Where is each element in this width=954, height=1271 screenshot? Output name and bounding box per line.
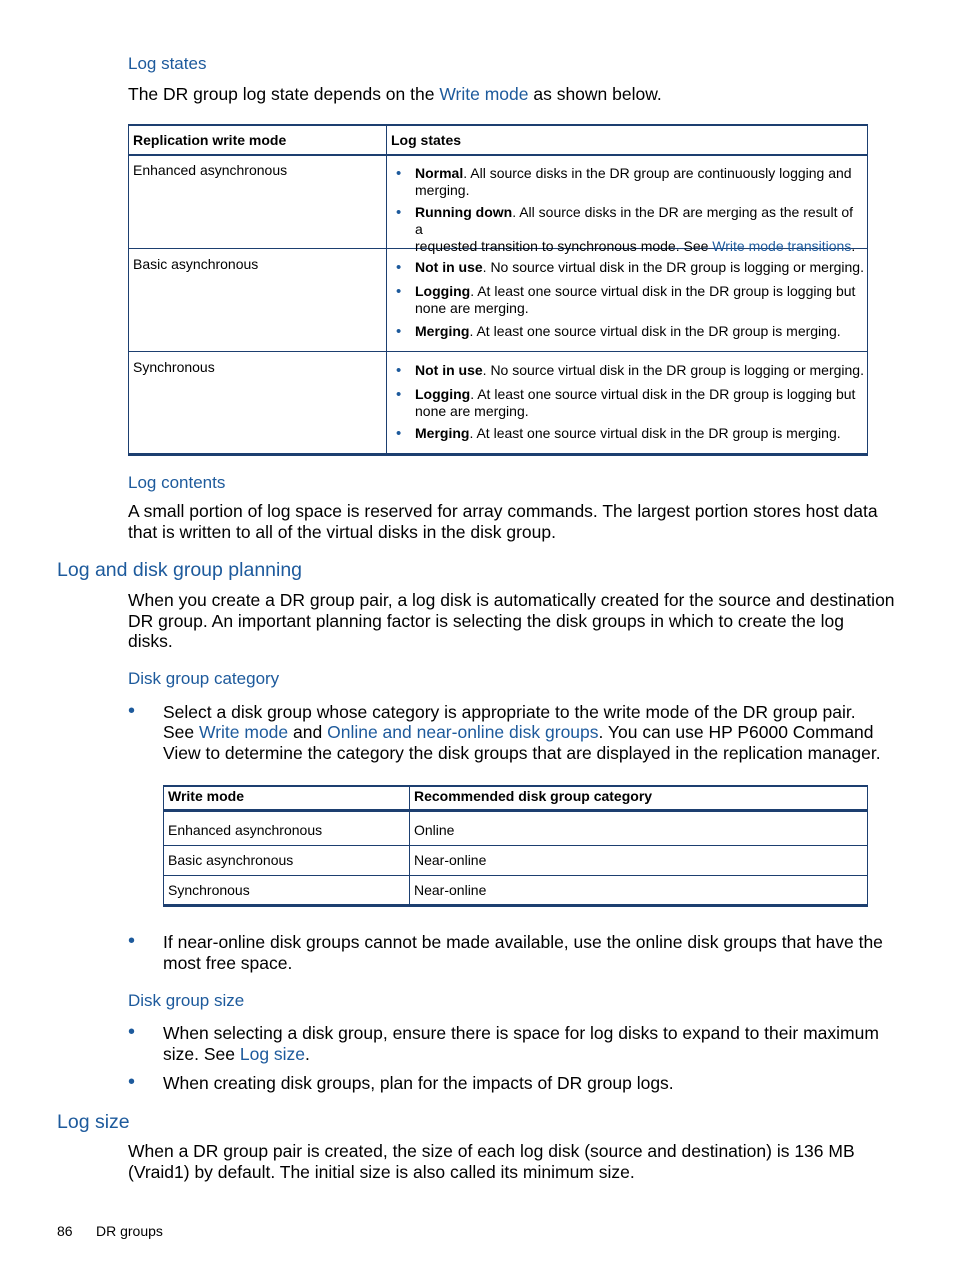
list-item: • Logging. At least one source virtual disk in the DR group is logging but none are merging.	[391, 283, 866, 317]
log-size-line2: (Vraid1) by default. The initial size is also called its minimum size.	[128, 1162, 635, 1182]
log-contents-line2: that is written to all of the virtual disks in the disk group.	[128, 522, 556, 542]
size-bullet2: When creating disk groups, plan for the impacts of DR group logs.	[163, 1073, 674, 1093]
list-item: • Normal. All source disks in the DR group are continuously logging and merging.	[391, 165, 861, 199]
category-bullet2-line2: most free space.	[163, 953, 293, 973]
table-row: Basic asynchronous	[168, 852, 294, 868]
table-cell: Near-online	[414, 852, 487, 868]
table1-row2-states	[391, 259, 866, 340]
table1-row2-mode: Basic asynchronous	[133, 256, 259, 272]
table-row: Enhanced asynchronous	[168, 822, 323, 838]
log-states-intro	[128, 84, 662, 105]
log-states-heading: Log states	[128, 54, 207, 73]
table1-row1-mode: Enhanced asynchronous	[133, 162, 288, 178]
category-heading: Disk group category	[128, 669, 280, 688]
intro-text-end: as shown below.	[528, 84, 662, 104]
bullet-icon: •	[128, 1071, 136, 1093]
planning-heading: Log and disk group planning	[57, 559, 303, 581]
category-bullet1-line2: See Write mode and Online and near-online disk groups. You can use HP P6000 Command	[163, 722, 874, 742]
bullet-icon: •	[128, 1021, 136, 1043]
log-states-table	[128, 124, 868, 455]
category-bullet1-line3: View to determine the category the disk groups that are displayed in the replication manager.	[163, 743, 881, 763]
planning-line1: When you create a DR group pair, a log disk is automatically created for the source and destination	[128, 590, 895, 610]
bullet-icon: •	[128, 930, 136, 952]
category-bullet1-line1: Select a disk group whose category is appropriate to the write mode of the DR group pair.	[163, 702, 856, 722]
table1-row3-mode: Synchronous	[133, 359, 215, 375]
intro-text-start: The DR group log state depends on the	[128, 84, 440, 104]
list-item: • Merging. At least one source virtual disk in the DR group is merging.	[391, 323, 866, 340]
planning-line3: disks.	[128, 631, 173, 651]
log-size-heading: Log size	[57, 1111, 130, 1133]
write-mode-link-2[interactable]: Write mode	[199, 722, 289, 742]
table1-header-states: Log states	[391, 132, 462, 148]
log-contents-line1: A small portion of log space is reserved for array commands. The largest portion stores host data	[128, 501, 878, 521]
size-bullet1-line2: size. See Log size.	[163, 1044, 310, 1064]
list-item: • Logging. At least one source virtual disk in the DR group is logging but none are merging.	[391, 386, 866, 420]
list-item: • Merging. At least one source virtual disk in the DR group is merging.	[391, 425, 866, 442]
table1-row3-states	[391, 362, 866, 442]
size-heading: Disk group size	[128, 991, 245, 1010]
table2-header-category: Recommended disk group category	[414, 788, 653, 804]
table2-header-write-mode: Write mode	[168, 788, 244, 804]
log-size-line1: When a DR group pair is created, the size of each log disk (source and destination) is 136 MB	[128, 1141, 855, 1161]
size-bullet1-line1: When selecting a disk group, ensure there is space for log disks to expand to their maximum	[163, 1023, 879, 1043]
table-cell: Online	[414, 822, 455, 838]
log-size-link[interactable]: Log size	[239, 1044, 306, 1064]
planning-line2: DR group. An important planning factor is selecting the disk groups in which to create the log	[128, 611, 844, 631]
online-near-online-link[interactable]: Online and near-online disk groups	[327, 722, 599, 742]
table1-row1-states	[391, 165, 861, 255]
list-item: • Running down. All source disks in the DR are merging as the result of a requested transition to synchronous mode. See Write mode transitions.	[391, 204, 861, 255]
page-number: 86	[57, 1223, 73, 1239]
list-item: • Not in use. No source virtual disk in the DR group is logging or merging.	[391, 362, 866, 379]
write-mode-link[interactable]: Write mode	[439, 84, 529, 104]
table1-header-mode: Replication write mode	[133, 132, 287, 148]
table-cell: Near-online	[414, 882, 487, 898]
category-bullet2-line1: If near-online disk groups cannot be made available, use the online disk groups that have the	[163, 932, 883, 952]
list-item: • Not in use. No source virtual disk in the DR group is logging or merging.	[391, 259, 866, 276]
table-row: Synchronous	[168, 882, 250, 898]
bullet-icon: •	[128, 700, 136, 722]
disk-group-category-table	[163, 785, 868, 907]
log-contents-heading: Log contents	[128, 473, 226, 492]
chapter-title: DR groups	[96, 1223, 163, 1239]
write-mode-transitions-link[interactable]: Write mode transitions	[712, 238, 852, 254]
